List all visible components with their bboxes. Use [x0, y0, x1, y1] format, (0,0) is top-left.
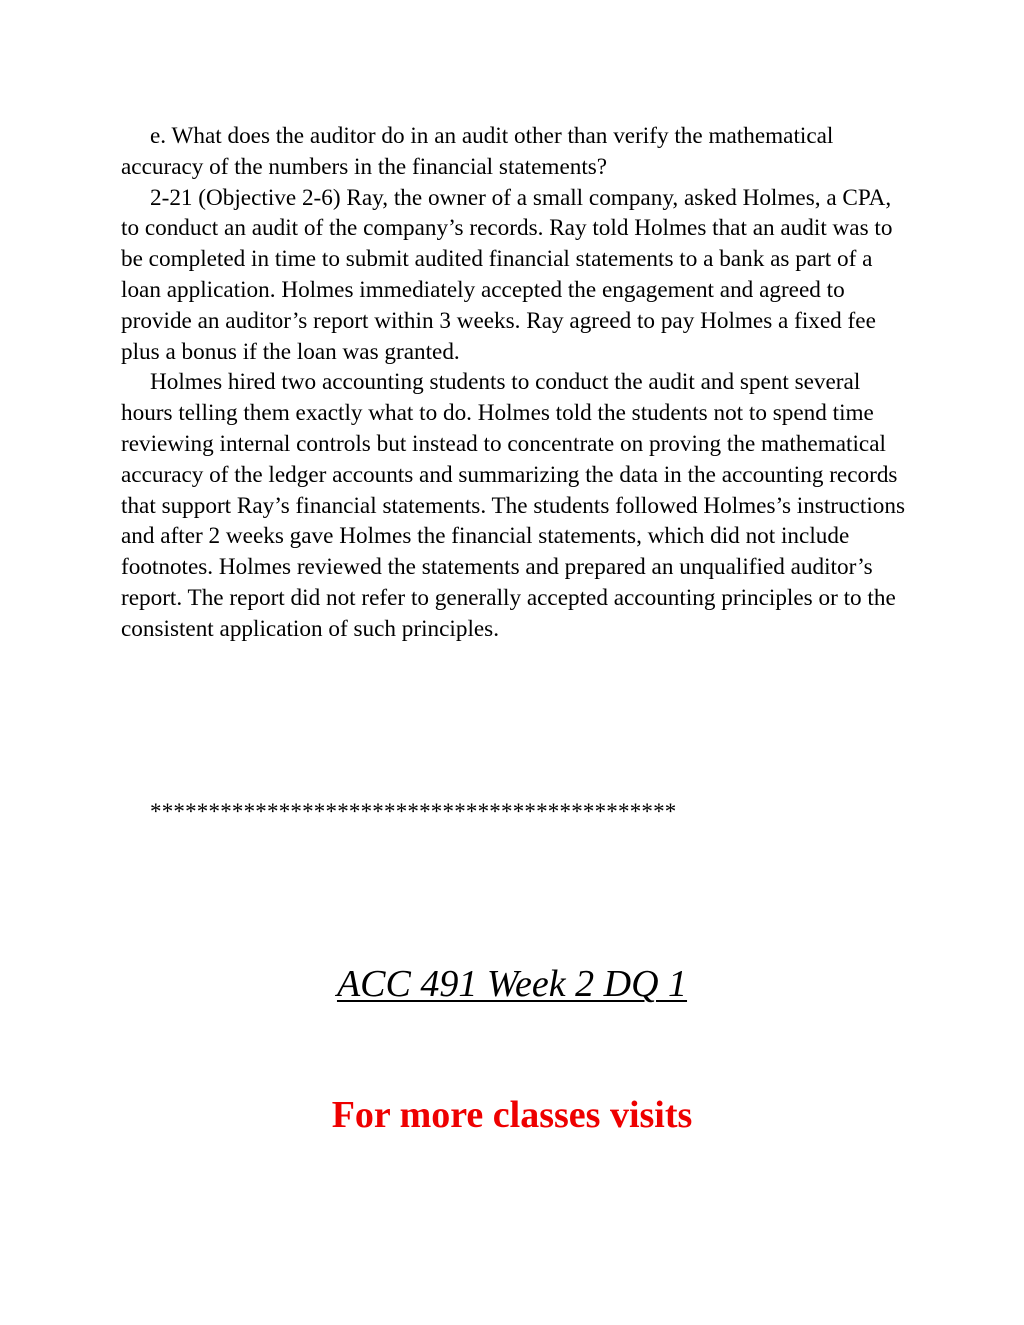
problem-2-21-continued-paragraph: Holmes hired two accounting students to conduct the audit and spent several hours telling them exactly what to do. Holmes told the students not to spend time reviewing internal controls but instead to concentrate on proving the mathematical accuracy of the ledger accounts and summarizing the data in the accounting records that support Ray’s financial statements. The students followed Holmes’s instructions and after 2 weeks gave Holmes the financial statements, which did not include footnotes. Holmes reviewed the statements and prepared an unqualified auditor’s report. The report did not refer to generally accepted accounting principles or to the consistent application of such principles. [121, 369, 905, 642]
body-text [121, 121, 911, 645]
course-title: ACC 491 Week 2 DQ 1 [336, 963, 688, 1005]
problem-2-21-paragraph: 2-21 (Objective 2-6) Ray, the owner of a small company, asked Holmes, a CPA, to conduct an audit of the company’s records. Ray told Holmes that an audit was to be completed in time to submit audited financial statements to a bank as part of a loan application. Holmes immediately accepted the engagement and agreed to provide an auditor’s report within 3 weeks. Ray agreed to pay Holmes a fixed fee plus a bonus if the loan was granted. [121, 184, 893, 365]
question-e-paragraph: e. What does the auditor do in an audit other than verify the mathematical accuracy of the numbers in the financial statements? [121, 123, 834, 180]
promo-text: For more classes visits [331, 1094, 693, 1136]
separator-line: ********************************************* [150, 799, 677, 824]
